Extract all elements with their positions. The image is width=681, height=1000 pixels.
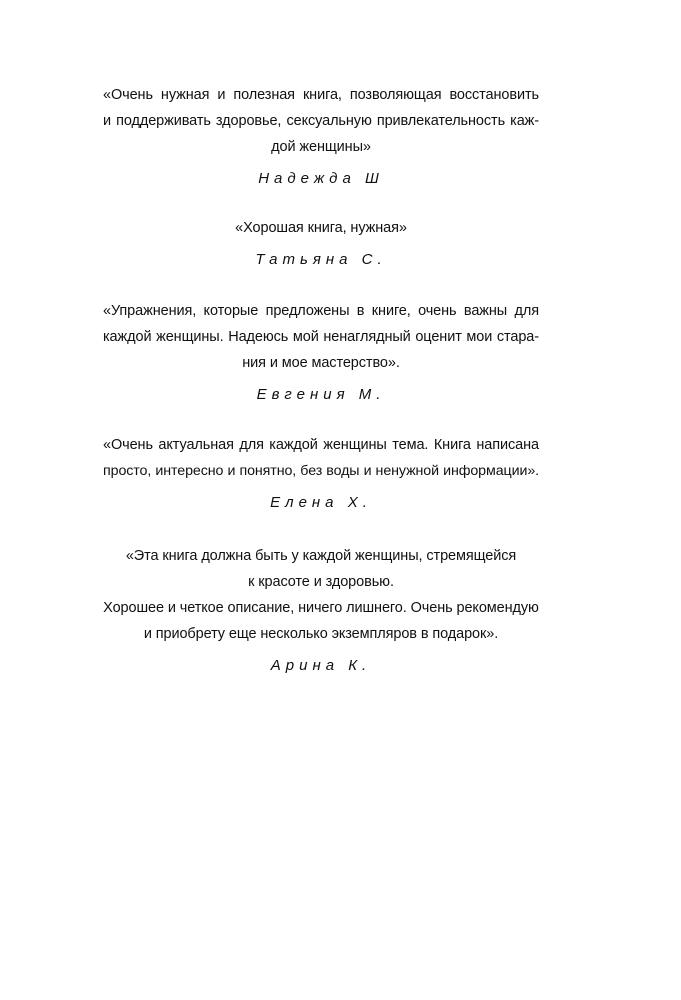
review-quote: [103, 215, 539, 241]
quote-line: и поддерживать здоровье, сексуальную привлекательность каж-: [103, 113, 539, 129]
quote-line: дой женщины»: [271, 139, 371, 155]
quote-line: «Очень актуальная для каждой женщины тема. Книга написана: [103, 437, 539, 453]
quote-line: каждой женщины. Надеюсь мой ненаглядный оценит мои стара-: [103, 329, 539, 345]
review-quote: [103, 298, 539, 376]
review-4: [103, 432, 539, 511]
quote-line: и приобрету еще несколько экземпляров в подарок».: [143, 626, 499, 642]
review-1: [103, 82, 539, 187]
review-author: Надежда Ш: [258, 170, 384, 187]
quote-line: ния и мое мастерство».: [242, 355, 400, 371]
review-author: Елена Х.: [270, 494, 372, 511]
review-5: [103, 543, 539, 674]
review-quote: [103, 82, 539, 160]
review-quote: [103, 543, 539, 647]
quote-line: к красоте и здоровью.: [248, 574, 394, 590]
quote-line: Хорошее и четкое описание, ничего лишнего. Очень рекомендую: [103, 600, 539, 616]
review-author: Евгения М.: [256, 386, 386, 403]
review-author: Арина К.: [270, 657, 372, 674]
review-2: [103, 215, 539, 268]
quote-line: «Упражнения, которые предложены в книге, очень важны для: [103, 303, 539, 319]
quote-line: «Очень нужная и полезная книга, позволяющая восстановить: [103, 87, 539, 103]
quote-line: «Эта книга должна быть у каждой женщины, стремящейся: [125, 548, 517, 564]
quote-line: просто, интересно и понятно, без воды и ненужной информации».: [103, 463, 539, 479]
review-3: [103, 298, 539, 403]
review-quote: [103, 432, 539, 484]
review-author: Татьяна С.: [255, 251, 387, 268]
quote-line: «Хорошая книга, нужная»: [235, 220, 407, 236]
